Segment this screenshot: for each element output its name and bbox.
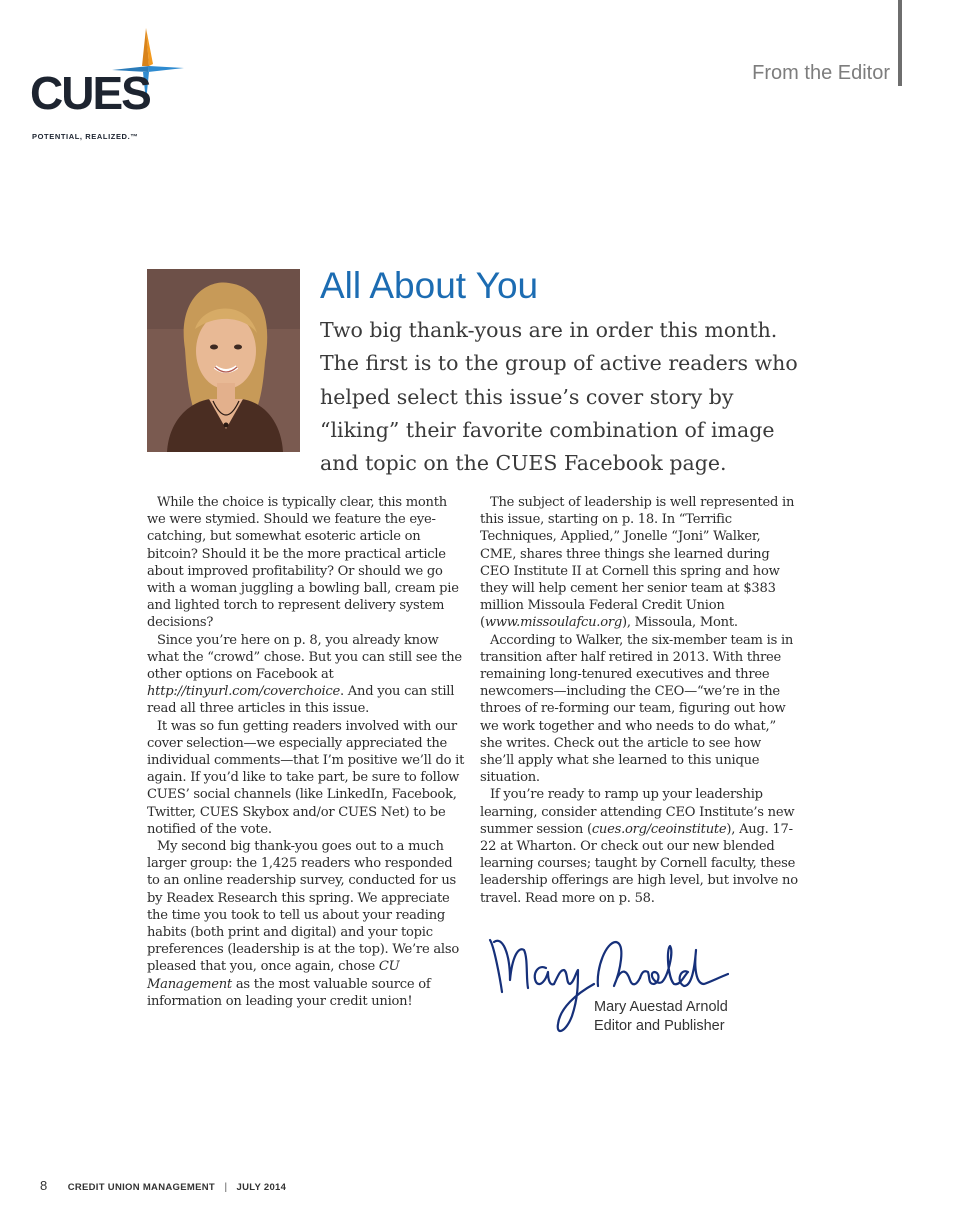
body-paragraph: If you’re ready to ramp up your leadership learning, consider attending CEO Institute’s new summer session (cues.org/ceoinstitute), Aug. 17-22 at Wharton. Or check out our new blended learning courses; taught by Cornell faculty, these leadership offerings are high level, but involve no travel. Read more on p. 58.	[480, 787, 798, 906]
signer-name: Mary Auestad Arnold	[594, 999, 728, 1015]
body-column-right	[480, 494, 798, 907]
article-deck: Two big thank-yous are in order this month. The first is to the group of active readers who helped select this issue’s cover story by “liking” their favorite combination of image and topic on the CUES Facebook page.	[320, 318, 798, 476]
body-paragraph: While the choice is typically clear, this month we were stymied. Should we feature the eye-catching, but somewhat esoteric article on bitcoin? Should it be the more practical article about improved profitability? Or should we go with a woman juggling a bowling ball, cream pie and lighted torch to represent delivery system decisions?	[147, 495, 459, 631]
section-label: From the Editor	[752, 62, 890, 84]
body-paragraph: It was so fun getting readers involved with our cover selection—we especially appreciated the individual comments—that I’m positive we’ll do it again. If you’d like to take part, be sure to follow CUES’ social channels (like LinkedIn, Facebook, Twitter, CUES Skybox and/or CUES Net) to be notified of the vote.	[147, 718, 465, 837]
signer-title: Editor and Publisher	[594, 1018, 725, 1034]
ceoinstitute-link[interactable]: cues.org/ceoinstitute	[591, 821, 727, 837]
cues-logo	[28, 26, 198, 141]
coverchoice-link[interactable]: http://tinyurl.com/coverchoice	[147, 684, 340, 700]
author-photo	[147, 269, 300, 452]
body-paragraph: My second big thank-you goes out to a much larger group: the 1,425 readers who responded to an online readership survey, conducted for us by Readex Research this spring. We appreciate the time you took to tell us about your reading habits (both print and digital) and your topic preferences (leadership is at the top). We’re also pleased that you, once again, chose CU Management as the most valuable source of information on leading your credit union!	[147, 839, 459, 1009]
footer-separator: |	[224, 1182, 228, 1193]
page-footer	[40, 1177, 286, 1195]
logo-tagline: POTENTIAL, REALIZED.™	[32, 132, 139, 141]
article-headline: All About You	[320, 265, 539, 306]
issue-date: JULY 2014	[236, 1182, 287, 1193]
missoulafcu-link[interactable]: www.missoulafcu.org	[484, 615, 622, 631]
body-column-left	[147, 494, 465, 1010]
page-number: 8	[40, 1178, 48, 1193]
publication-title: CU Management	[147, 959, 400, 992]
section-rule	[898, 0, 902, 86]
body-paragraph: Since you’re here on p. 8, you already know what the “crowd” chose. But you can still see the other options on Facebook at http://tinyurl.com/coverchoice. And you can still read all three articles in this issue.	[147, 632, 462, 717]
body-paragraph: The subject of leadership is well represented in this issue, starting on p. 18. In “Terrific Techniques, Applied,” Jonelle “Joni” Walker, CME, shares three things she learned during CEO Institute II at Cornell this spring and how they will help cement her senior team at $383 million Missoula Federal Credit Union (www.missoulafcu.org), Missoula, Mont.	[480, 495, 795, 631]
body-paragraph: According to Walker, the six-member team is in transition after half retired in 2013. With three remaining long-tenured executives and three newcomers—including the CEO—“we’re in the throes of re-forming our team, figuring out how we work together and who needs to do what,” she writes. Check out the article to see how she’ll apply what she learned to this unique situation.	[480, 632, 794, 786]
portrait-illustration	[147, 269, 300, 452]
logo-wordmark: CUES	[30, 67, 150, 119]
publication-name: CREDIT UNION MANAGEMENT	[67, 1182, 215, 1193]
